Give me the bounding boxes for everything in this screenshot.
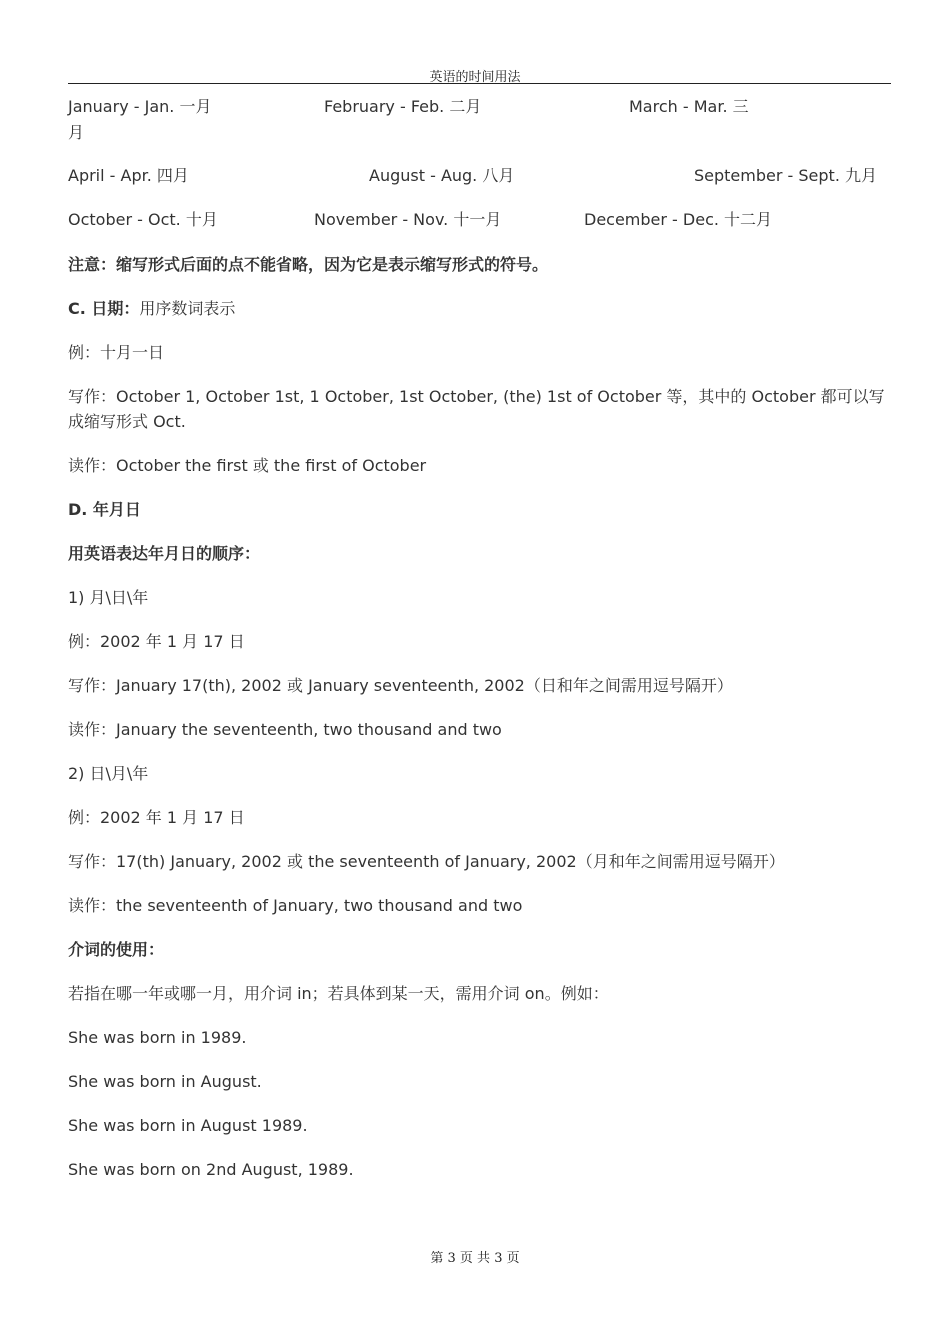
abbreviation-note: 注意：缩写形式后面的点不能省略，因为它是表示缩写形式的符号。 (68, 255, 549, 274)
example-sentence: She was born in August. (68, 1072, 262, 1091)
month-november: November - Nov. 十一月 (314, 210, 502, 229)
section-d-heading: D. 年月日 (68, 500, 141, 519)
prepositions-heading: 介词的使用： (68, 940, 165, 959)
format-2-read: 读作：the seventeenth of January, two thousand and two (68, 896, 523, 915)
format-2-example: 例：2002 年 1 月 17 日 (68, 808, 245, 827)
month-february: February - Feb. 二月 (324, 97, 482, 116)
section-c-written: 写作：October 1, October 1st, 1 October, 1st October, (the) 1st of October 等，其中的 October 都可以写成缩写形式 Oct. (68, 387, 885, 431)
month-march-wrap: 月 (68, 123, 85, 142)
example-sentence: She was born in August 1989. (68, 1116, 308, 1135)
header-divider (68, 83, 891, 84)
section-c-example: 例：十月一日 (68, 343, 165, 362)
month-april: April - Apr. 四月 (68, 166, 189, 185)
section-c-heading-rest: 用序数词表示 (139, 299, 236, 318)
month-october: October - Oct. 十月 (68, 210, 218, 229)
section-c-read: 读作：October the first 或 the first of October (68, 456, 427, 475)
page-number: 第 3 页 共 3 页 (430, 1251, 520, 1266)
month-august: August - Aug. 八月 (369, 166, 515, 185)
example-sentence: She was born on 2nd August, 1989. (68, 1160, 354, 1179)
section-c-heading-bold: C. 日期： (68, 299, 140, 318)
page-header-title: 英语的时间用法 (429, 70, 521, 85)
month-september: September - Sept. 九月 (694, 166, 877, 185)
format-2-written: 写作：17(th) January, 2002 或 the seventeenth of January, 2002（月和年之间需用逗号隔开） (68, 852, 785, 871)
format-1-example: 例：2002 年 1 月 17 日 (68, 632, 245, 651)
section-c-heading (68, 296, 891, 321)
format-1-written: 写作：January 17(th), 2002 或 January seventeenth, 2002（日和年之间需用逗号隔开） (68, 676, 733, 695)
date-order-heading: 用英语表达年月日的顺序： (68, 544, 261, 563)
month-march: March - Mar. 三 (629, 97, 749, 116)
format-1-read: 读作：January the seventeenth, two thousand and two (68, 720, 502, 739)
month-december: December - Dec. 十二月 (584, 210, 773, 229)
example-sentence: She was born in 1989. (68, 1028, 247, 1047)
format-2-label: 2) 日\月\年 (68, 764, 149, 783)
format-1-label: 1) 月\日\年 (68, 588, 149, 607)
prepositions-rule: 若指在哪一年或哪一月，用介词 in；若具体到某一天，需用介词 on。例如： (68, 984, 609, 1003)
month-january: January - Jan. 一月 (68, 97, 212, 116)
